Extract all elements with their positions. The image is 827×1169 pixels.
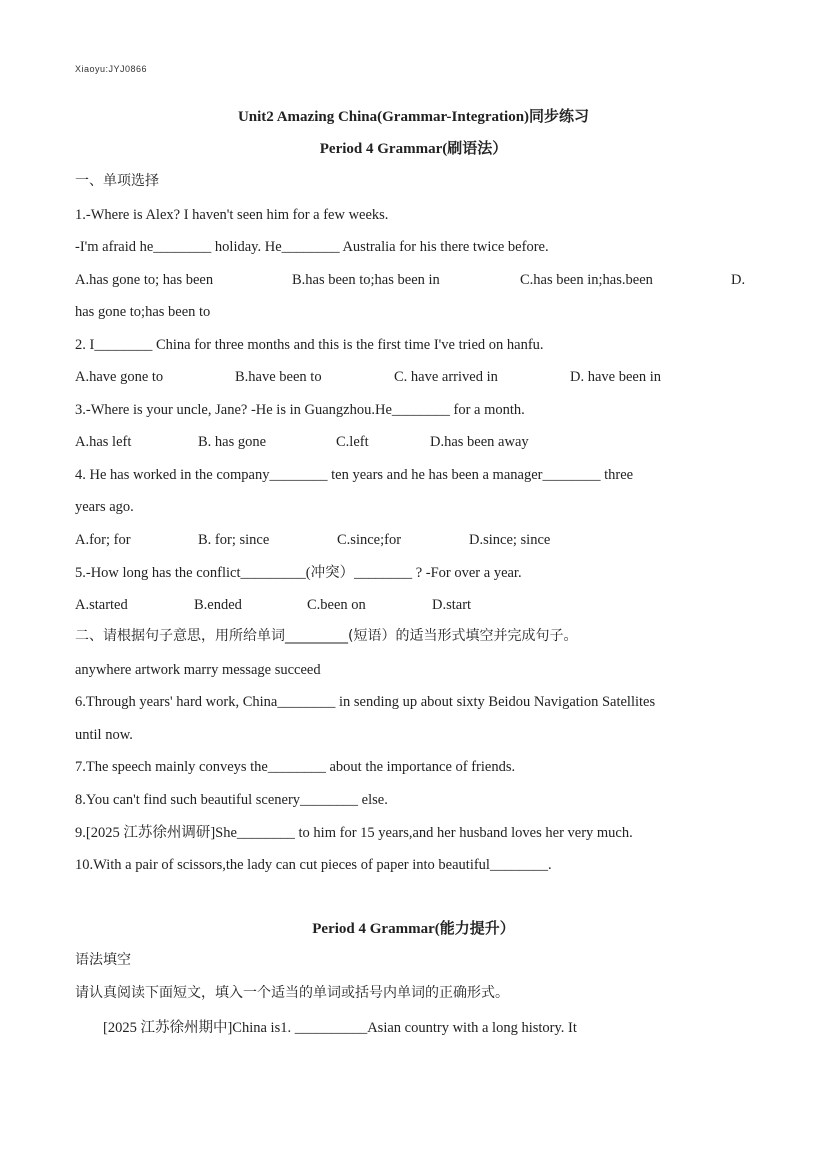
section-heading-single-choice: 一、单项选择	[75, 173, 159, 189]
q1-line2: -I'm afraid he________ holiday. He________ Australia for his there twice before.	[75, 239, 549, 255]
q2-line1: 2. I________ China for three months and this is the first time I've tried on hanfu.	[75, 337, 544, 353]
q2-option-d: D. have been in	[570, 369, 661, 385]
q1-option-d-cont: has gone to;has been to	[75, 304, 211, 320]
q8-line: 8.You can't find such beautiful scenery________ else.	[75, 792, 388, 808]
passage-line1: [2025 江苏徐州期中]China is1. __________Asian country with a long history. It	[103, 1020, 577, 1036]
q7-line: 7.The speech mainly conveys the________ about the importance of friends.	[75, 759, 516, 775]
word-bank: anywhere artwork marry message succeed	[75, 662, 321, 678]
q5-option-c: C.been on	[307, 597, 366, 613]
q3-option-a: A.has left	[75, 434, 132, 450]
q2-option-a: A.have gone to	[75, 369, 164, 385]
title-unit: Unit2 Amazing China(Grammar-Integration)同步练习	[237, 109, 590, 125]
q2-option-c: C. have arrived in	[394, 369, 498, 385]
q5-option-b: B.ended	[194, 597, 242, 613]
q10-line: 10.With a pair of scissors,the lady can cut pieces of paper into beautiful________.	[75, 857, 552, 873]
q9-line: 9.[2025 江苏徐州调研]She________ to him for 15 years,and her husband loves her very much.	[75, 825, 633, 841]
header-code: Xiaoyu:JYJ0866	[75, 64, 148, 74]
q3-option-d: D.has been away	[430, 434, 529, 450]
q1-option-c: C.has been in;has.been	[520, 272, 653, 288]
q4-line2: years ago.	[75, 499, 134, 515]
section-heading-grammar-fill: 语法填空	[75, 952, 131, 968]
q4-option-c: C.since;for	[337, 532, 402, 548]
q1-option-b: B.has been to;has been in	[292, 272, 440, 288]
q1-option-d: D.	[731, 272, 746, 288]
q1-line1: 1.-Where is Alex? I haven't seen him for a few weeks.	[75, 207, 389, 223]
instruction-text: 请认真阅读下面短文，填入一个适当的单词或括号内单词的正确形式。	[75, 985, 509, 1001]
q4-option-d: D.since; since	[469, 532, 551, 548]
title-period-grammar: Period 4 Grammar(刷语法）	[319, 141, 508, 157]
q2-option-b: B.have been to	[235, 369, 322, 385]
q1-option-a: A.has gone to; has been	[75, 272, 214, 288]
q3-line1: 3.-Where is your uncle, Jane? -He is in Guangzhou.He________ for a month.	[75, 402, 525, 418]
q4-option-a: A.for; for	[75, 532, 131, 548]
q5-option-a: A.started	[75, 597, 128, 613]
q3-option-b: B. has gone	[198, 434, 267, 450]
q6-line2: until now.	[75, 727, 133, 743]
section-heading-word-fill: 二、请根据句子意思，用所给单词_________(短语）的适当形式填空并完成句子。	[75, 628, 578, 644]
title-period-ability: Period 4 Grammar(能力提升）	[312, 921, 515, 937]
q3-option-c: C.left	[336, 434, 369, 450]
q5-line1: 5.-How long has the conflict_________(冲突）________ ? -For over a year.	[75, 565, 522, 581]
q4-line1: 4. He has worked in the company________ ten years and he has been a manager________ three	[75, 467, 634, 483]
q5-option-d: D.start	[432, 597, 472, 613]
q6-line1: 6.Through years' hard work, China________ in sending up about sixty Beidou Navigation Satellites	[75, 694, 656, 710]
q4-option-b: B. for; since	[198, 532, 270, 548]
